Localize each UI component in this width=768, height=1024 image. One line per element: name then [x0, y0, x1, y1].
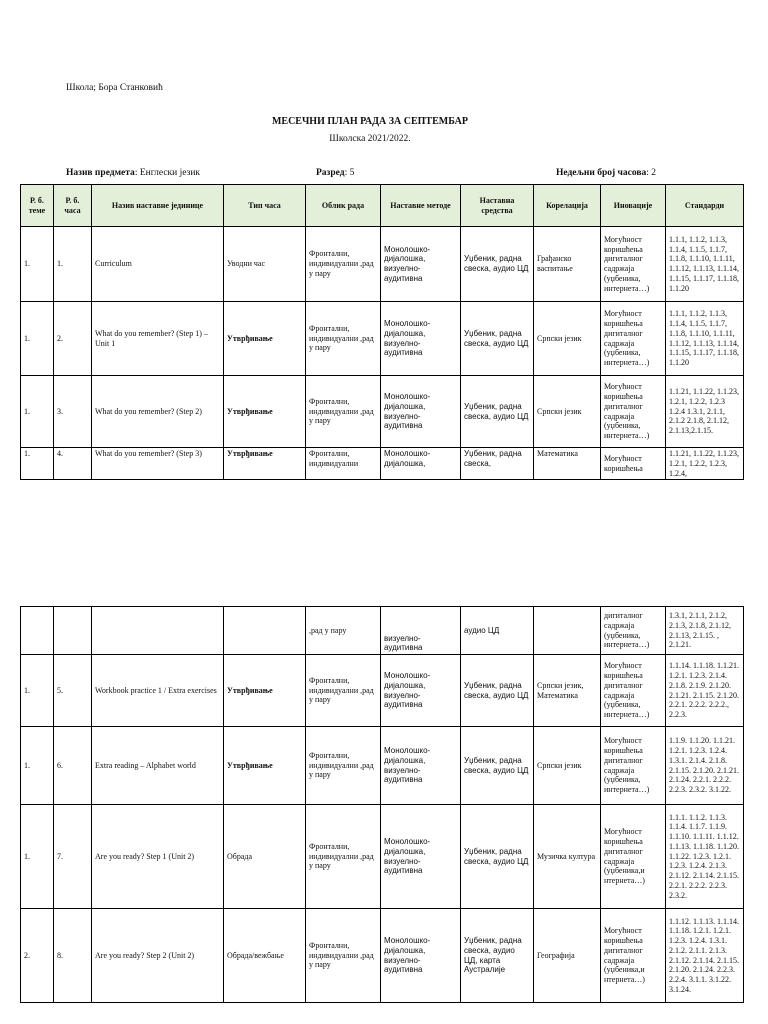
innovations: Могућност коришћења дигиталног садржаја (уџбеника, интернета…) — [601, 227, 666, 302]
topic-number: 1. — [21, 655, 54, 727]
table-row — [21, 607, 744, 655]
correlation: Српски језик — [534, 376, 601, 448]
column-header: Стандарди — [666, 185, 744, 227]
topic-number: 1. — [21, 805, 54, 909]
lesson-number: 7. — [54, 805, 92, 909]
correlation: Српски језик — [534, 302, 601, 376]
work-form: Фронтални, индивидуални — [306, 448, 381, 480]
subject-label: Назив предмета — [66, 168, 135, 178]
table-row — [21, 909, 744, 1003]
lesson-type: Обрада — [224, 805, 306, 909]
innovations: Могућност коришћења дигиталног садржаја (уџбеника, интернета…) — [601, 302, 666, 376]
weekly-hours-label: Недељни број часова — [556, 168, 647, 178]
correlation: Географија — [534, 909, 601, 1003]
work-form: Фронтални, индивидуални ,рад у пару — [306, 376, 381, 448]
lesson-type — [224, 607, 306, 655]
standards: 1.1.1. 1.1.2. 1.1.3. 1.1.4. 1.1.7. 1.1.9. 1.1.10. 1.1.11. 1.1.12. 1.1.13. 1.1.18. 1.1.20. 1.1.22. 1.2.3. 1.2.1. 1.2.3. 1.2.4. 2.1.3. 2.1.12. 2.1.14. 2.1.15. 2.2.1. 2.2.2. 2.2.3. 2.3.2. — [666, 805, 744, 909]
lesson-type: Утврђивање — [224, 376, 306, 448]
grade-label: Разред — [316, 168, 345, 178]
subject-value: : Енглески језик — [134, 168, 201, 178]
lesson-type: Утврђивање — [224, 302, 306, 376]
teaching-methods: Монолошко-дијалошка, визуелно-аудитивна — [381, 655, 461, 727]
work-form: Фронтални, индивидуални ,рад у пару — [306, 227, 381, 302]
subject-line — [66, 168, 200, 178]
grade-line — [316, 168, 354, 178]
column-header: Р. б. теме — [21, 185, 54, 227]
teaching-means: Уџбеник, радна свеска, аудио ЦД — [461, 302, 534, 376]
column-header: Наставна средства — [461, 185, 534, 227]
topic-number: 1. — [21, 727, 54, 805]
column-header: Тип часа — [224, 185, 306, 227]
lesson-type: Утврђивање — [224, 727, 306, 805]
topic-number: 2. — [21, 909, 54, 1003]
teaching-methods: Монолошко-дијалошка, визуелно-аудитивна — [381, 302, 461, 376]
topic-number: 1. — [21, 302, 54, 376]
table-row — [21, 727, 744, 805]
standards: 1.1.1, 1.1.2, 1.1.3, 1.1.4, 1.1.5, 1.1.7, 1.1.8, 1.1.10, 1.1.11, 1.1.12, 1.1.13, 1.1.14, 1.1.15, 1.1.17, 1.1.18, 1.1.20 — [666, 302, 744, 376]
teaching-methods: Монолошко-дијалошка, — [381, 448, 461, 480]
topic-number: 1. — [21, 376, 54, 448]
document-title: МЕСЕЧНИ ПЛАН РАДА ЗА СЕПТЕМБАР — [271, 116, 469, 127]
unit-name: Curriculum — [92, 227, 224, 302]
standards: 1.1.21, 1.1.22, 1.1.23, 1.2.1, 1.2.2, 1.2.3 1.2.4 1.3.1, 2.1.1, 2.1.2 2.1.8, 2.1.12, 2.1.13,2.1.15. — [666, 376, 744, 448]
column-header: Наставне методе — [381, 185, 461, 227]
unit-name: What do you remember? (Step 1) – Unit 1 — [92, 302, 224, 376]
lesson-type: Утврђивање — [224, 655, 306, 727]
unit-name: Workbook practice 1 / Extra exercises — [92, 655, 224, 727]
column-header: Облик рада — [306, 185, 381, 227]
teaching-means: Уџбеник, радна свеска, аудио ЦД — [461, 805, 534, 909]
table-row — [21, 376, 744, 448]
work-form: ,рад у пару — [306, 607, 381, 655]
teaching-means: Уџбеник, радна свеска, — [461, 448, 534, 480]
school-year: Школска 2021/2022. — [329, 134, 411, 144]
work-form: Фронтални, индивидуални ,рад у пару — [306, 302, 381, 376]
unit-name: Are you ready? Step 2 (Unit 2) — [92, 909, 224, 1003]
topic-number — [21, 607, 54, 655]
standards: 1.1.14. 1.1.18. 1.1.21. 1.2.1. 1.2.3. 2.1.4. 2.1.8. 2.1.9. 2.1.20. 2.1.21. 2.1.15. 2.1.20. 2.2.1. 2.2.2. 2.2.2., 2.2.3. — [666, 655, 744, 727]
innovations: Могућност коришћења дигиталног садржаја (уџбеника,и нтернета…) — [601, 805, 666, 909]
lesson-number: 6. — [54, 727, 92, 805]
table-row — [21, 448, 744, 480]
lesson-type: Утврђивање — [224, 448, 306, 480]
table-header-row — [21, 185, 744, 227]
unit-name: What do you remember? (Step 2) — [92, 376, 224, 448]
teaching-means: Уџбеник, радна свеска, аудио ЦД, карта Аустралије — [461, 909, 534, 1003]
unit-name: Extra reading – Alphabet world — [92, 727, 224, 805]
correlation: Музичка култура — [534, 805, 601, 909]
table-row — [21, 655, 744, 727]
innovations: Могућност коришћења дигиталног садржаја (уџбеника, интернета…) — [601, 655, 666, 727]
topic-number: 1. — [21, 448, 54, 480]
standards: 1.1.9. 1.1.20. 1.1.21. 1.2.1. 1.2.3. 1.2.4. 1.3.1. 2.1.4. 2.1.8. 2.1.15. 2.1.20. 2.1.21. 2.1.24. 2.2.1. 2.2.2. 2.2.3. 2.3.2. 3.1.22. — [666, 727, 744, 805]
table-row — [21, 302, 744, 376]
standards: 1.1.12. 1.1.13. 1.1.14. 1.1.18. 1.2.1. 1.2.1. 1.2.3. 1.2.4. 1.3.1. 2.1.2. 2.1.1. 2.1.3. 2.1.12. 2.1.14. 2.1.15. 2.1.20. 2.1.24. 2.2.3. 2.2.4. 3.1.1. 3.1.22. 3.1.24. — [666, 909, 744, 1003]
standards: 1.1.1, 1.1.2, 1.1.3, 1.1.4, 1.1.5, 1.1.7, 1.1.8, 1.1.10, 1.1.11, 1.1.12, 1.1.13, 1.1.14, 1.1.15, 1.1.17, 1.1.18, 1.1.20 — [666, 227, 744, 302]
plan-table-page2 — [20, 606, 744, 1003]
teaching-means: аудио ЦД — [461, 607, 534, 655]
grade-value: : 5 — [344, 168, 355, 178]
standards: 1.3.1, 2.1.1, 2.1.2, 2.1.3, 2.1.8, 2.1.12, 2.1.13, 2.1.15. , 2.1.21. — [666, 607, 744, 655]
correlation: Српски језик, Математика — [534, 655, 601, 727]
table-row — [21, 805, 744, 909]
correlation — [534, 607, 601, 655]
lesson-number: 5. — [54, 655, 92, 727]
weekly-hours-value: : 2 — [646, 168, 657, 178]
teaching-methods: визуелно-аудитивна — [381, 607, 461, 655]
unit-name: Are you ready? Step 1 (Unit 2) — [92, 805, 224, 909]
innovations: Могућност коришћења дигиталног садржаја (уџбеника, интернета…) — [601, 376, 666, 448]
column-header: Назив наставне јединице — [92, 185, 224, 227]
weekly-hours-line — [556, 168, 656, 178]
correlation: Српски језик — [534, 727, 601, 805]
plan-table-page1 — [20, 184, 744, 480]
teaching-means: Уџбеник, радна свеска, аудио ЦД — [461, 655, 534, 727]
lesson-number — [54, 607, 92, 655]
teaching-means: Уџбеник, радна свеска, аудио ЦД — [461, 376, 534, 448]
unit-name — [92, 607, 224, 655]
column-header: Иновације — [601, 185, 666, 227]
column-header: Корелација — [534, 185, 601, 227]
work-form: Фронтални, индивидуални ,рад у пару — [306, 655, 381, 727]
lesson-number: 3. — [54, 376, 92, 448]
lesson-type: Уводни час — [224, 227, 306, 302]
teaching-methods: Монолошко-дијалошка, визуелно-аудитивна — [381, 909, 461, 1003]
work-form: Фронтални, индивидуални ,рад у пару — [306, 727, 381, 805]
innovations: Могућност коришћења — [601, 448, 666, 480]
innovations: Могућност коришћења дигиталног садржаја (уџбеника,и нтернета…) — [601, 909, 666, 1003]
teaching-methods: Монолошко-дијалошка, визуелно-аудитивна — [381, 376, 461, 448]
school-name: Школа; Бора Станковић — [66, 83, 163, 93]
lesson-type: Обрада/вежбање — [224, 909, 306, 1003]
innovations: Могућност коришћења дигиталног садржаја (уџбеника, интернета…) — [601, 727, 666, 805]
lesson-number: 2. — [54, 302, 92, 376]
teaching-methods: Монолошко-дијалошка, визуелно-аудитивна — [381, 805, 461, 909]
standards: 1.1.21, 1.1.22, 1.1.23, 1.2.1, 1.2.2, 1.2.3, 1.2.4, — [666, 448, 744, 480]
unit-name: What do you remember? (Step 3) — [92, 448, 224, 480]
lesson-number: 8. — [54, 909, 92, 1003]
topic-number: 1. — [21, 227, 54, 302]
correlation: Грађанско васпитање — [534, 227, 601, 302]
teaching-means: Уџбеник, радна свеска, аудио ЦД — [461, 227, 534, 302]
table-row — [21, 227, 744, 302]
lesson-number: 1. — [54, 227, 92, 302]
work-form: Фронтални, индивидуални ,рад у пару — [306, 909, 381, 1003]
correlation: Математика — [534, 448, 601, 480]
lesson-number: 4. — [54, 448, 92, 480]
teaching-methods: Монолошко-дијалошка, визуелно-аудитивна — [381, 227, 461, 302]
teaching-means: Уџбеник, радна свеска, аудио ЦД — [461, 727, 534, 805]
teaching-methods: Монолошко-дијалошка, визуелно-аудитивна — [381, 727, 461, 805]
innovations: дигиталног садржаја (уџбеника, интернета…) — [601, 607, 666, 655]
column-header: Р. б. часа — [54, 185, 92, 227]
work-form: Фронтални, индивидуални ,рад у пару — [306, 805, 381, 909]
